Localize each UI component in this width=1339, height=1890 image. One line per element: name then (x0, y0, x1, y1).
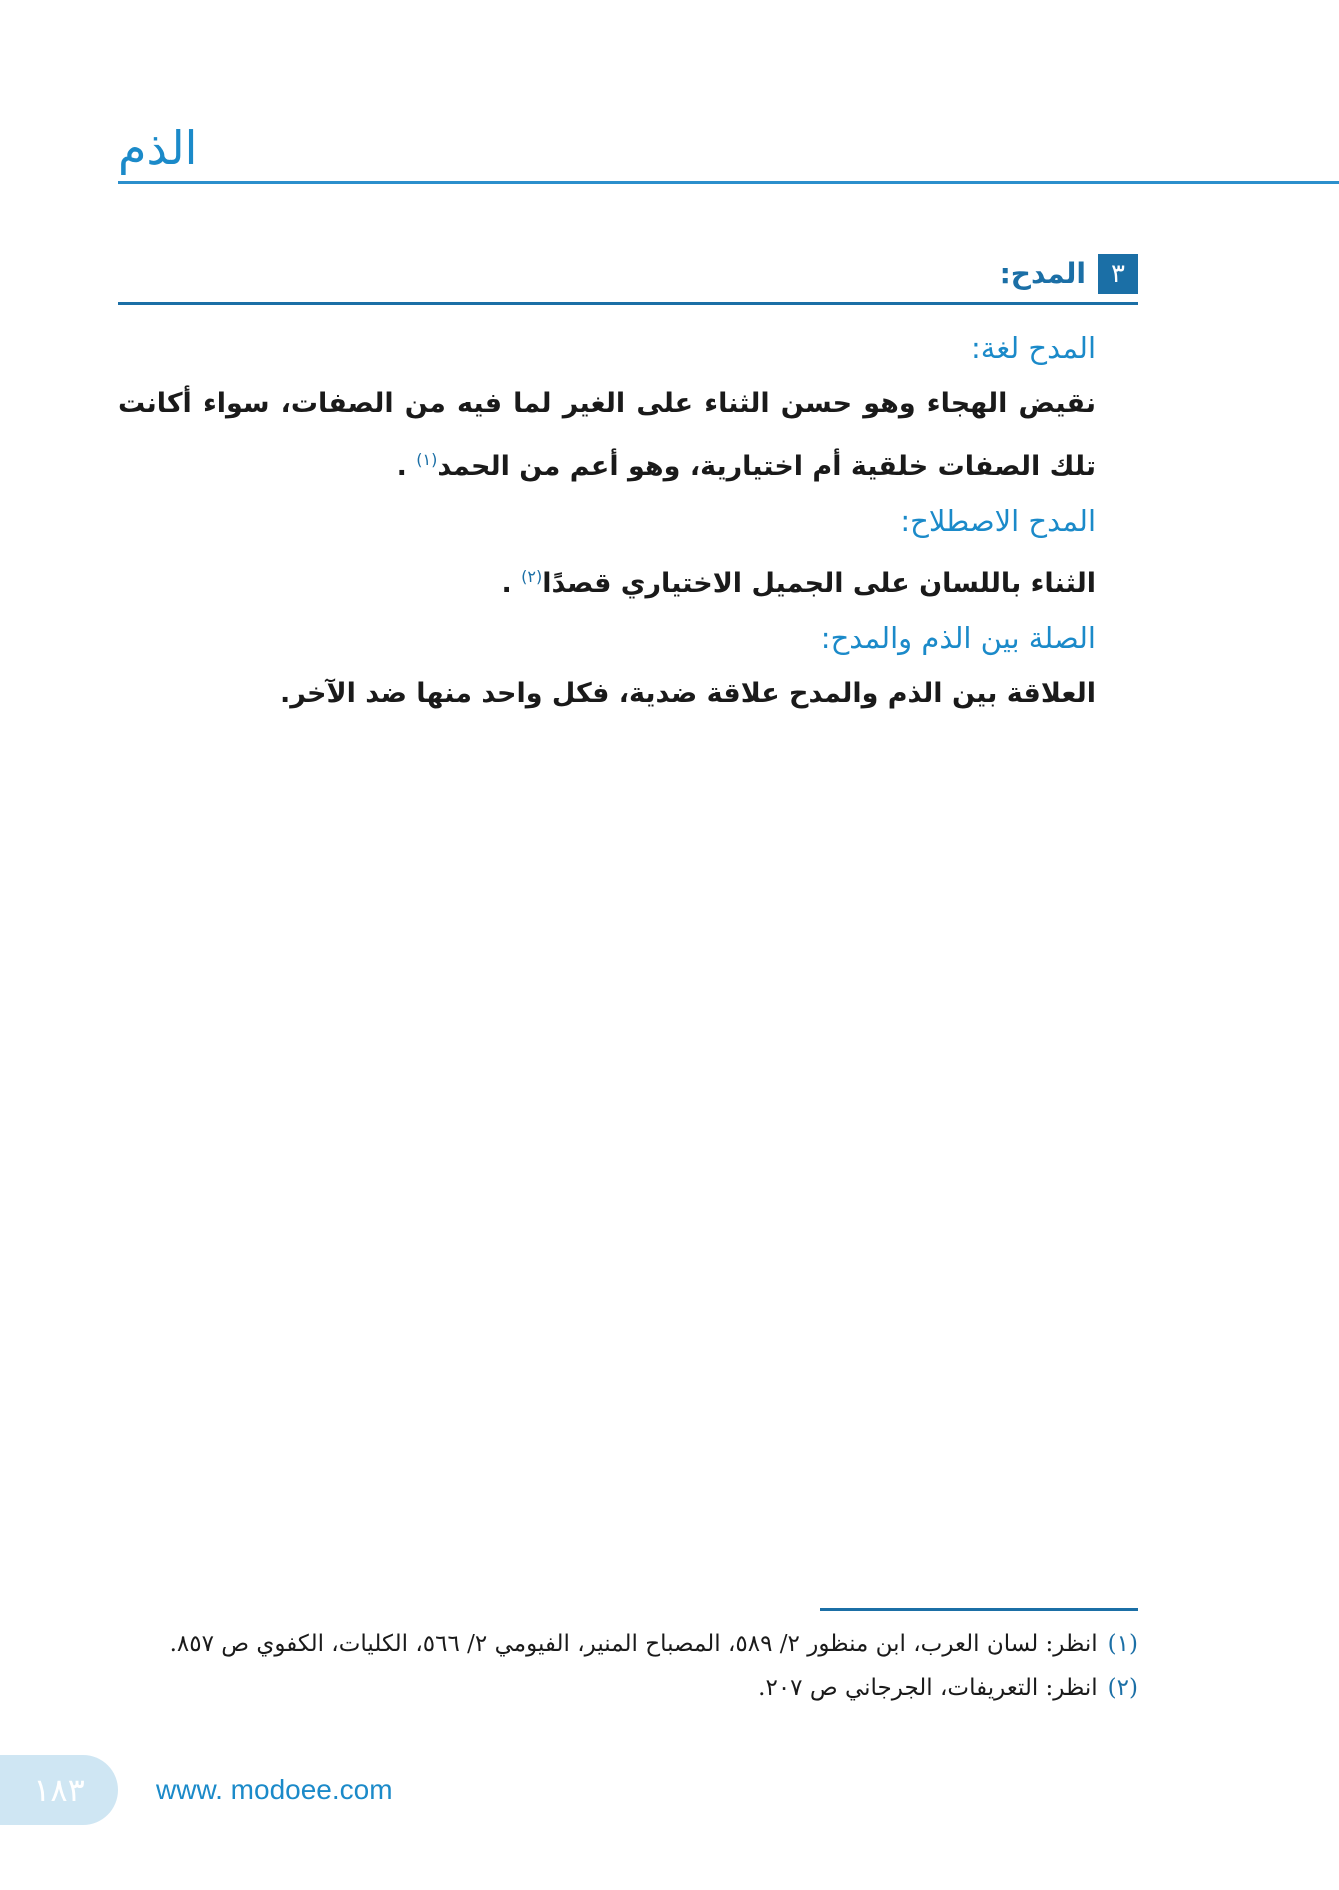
footnote-text: انظر: التعريفات، الجرجاني ص ٢٠٧. (758, 1675, 1098, 1701)
heading-istilah: المدح الاصطلاح: (900, 504, 1096, 538)
footnote-number: (٢) (1107, 1675, 1138, 1701)
footnote-number: (١) (1107, 1631, 1138, 1657)
paragraph-lugha: نقيض الهجاء وهو حسن الثناء على الغير لما فيه من الصفات، سواء أكانت تلك الصفات خلقية أم اختيارية، وهو أعم من الحمد$^{(١)}$ . (118, 388, 1096, 482)
footnote-divider (820, 1608, 1138, 1611)
section-number-badge: ٣ (1098, 254, 1138, 294)
section-title: المدح: (999, 257, 1086, 290)
footnotes (118, 1622, 1138, 1710)
site-link[interactable]: www. modoee.com (156, 1774, 393, 1805)
footnote-ref-1[interactable]: (١) (416, 450, 438, 469)
paragraph-sila: العلاقة بين الذم والمدح علاقة ضدية، فكل واحد منها ضد الآخر. (279, 678, 1096, 709)
footnote-ref-2[interactable]: (٢) (521, 567, 543, 586)
footnote-item (118, 1622, 1138, 1666)
main-content (118, 328, 1138, 728)
footnote-item (118, 1666, 1138, 1710)
paragraph-lugha-text: نقيض الهجاء وهو حسن الثناء على الغير لما فيه من الصفات، سواء أكانت تلك الصفات خلقية أم اختيارية، وهو أعم من الحمد (118, 388, 1096, 482)
title-divider (118, 181, 1339, 184)
page-number: ١٨٣ (0, 1755, 118, 1825)
heading-sila: الصلة بين الذم والمدح: (820, 621, 1096, 655)
footnote-text: انظر: لسان العرب، ابن منظور ٢/ ٥٨٩، المصباح المنير، الفيومي ٢/ ٥٦٦، الكليات، الكفوي ص ٨٥٧. (169, 1631, 1098, 1657)
heading-lugha: المدح لغة: (971, 331, 1096, 365)
section-header (118, 254, 1138, 308)
paragraph-istilah-text: الثناء باللسان على الجميل الاختياري قصدًا (542, 568, 1096, 599)
page-title: الذم (118, 121, 198, 175)
paragraph-istilah: الثناء باللسان على الجميل الاختياري قصدًا$^{(٢)}$ . (501, 567, 1096, 599)
section-divider (118, 302, 1138, 305)
